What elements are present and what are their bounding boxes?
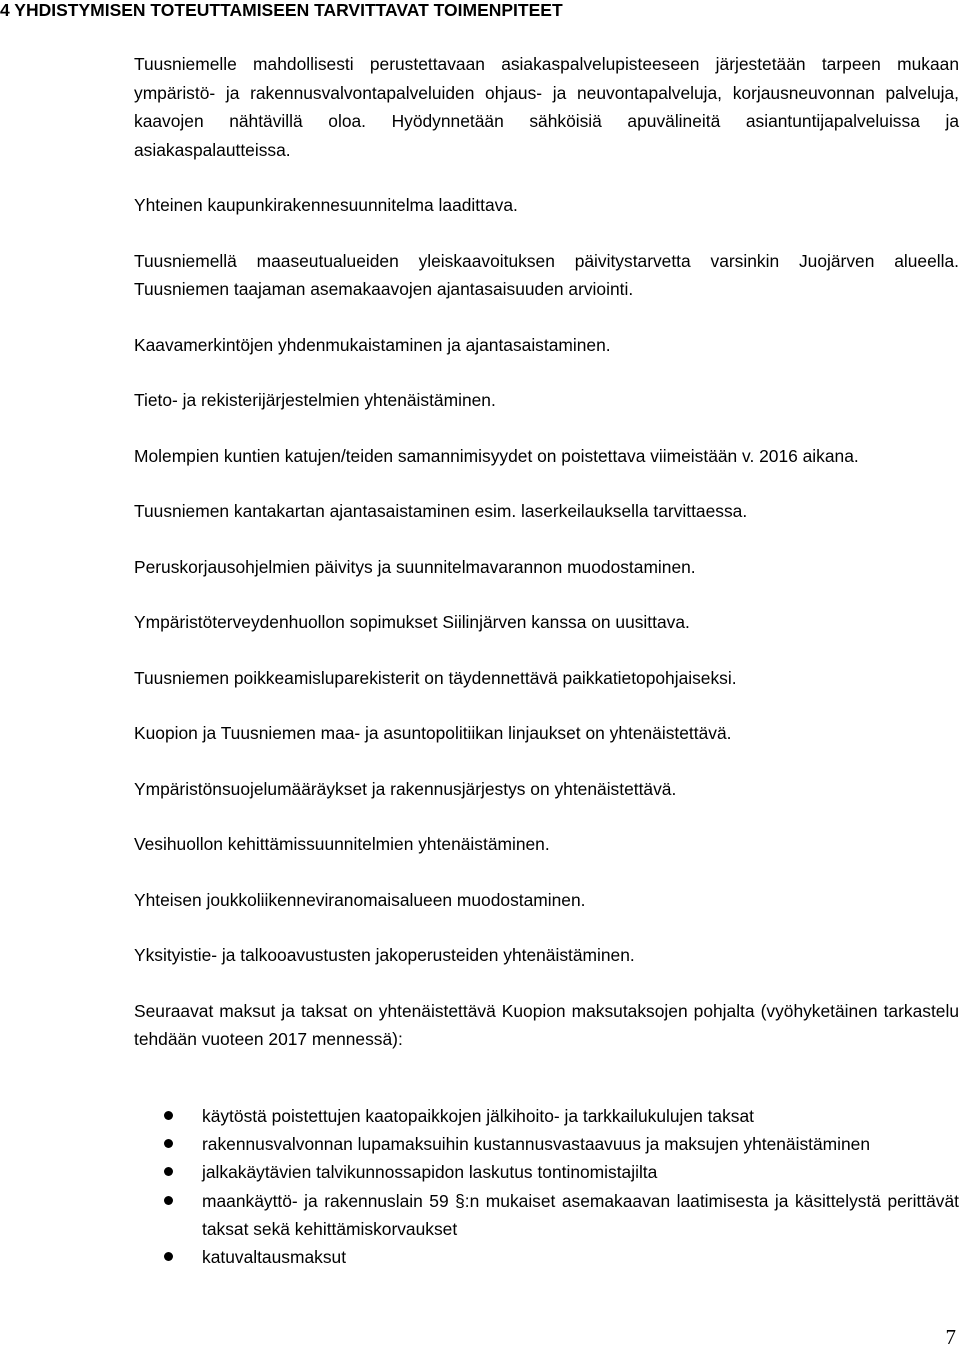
bullet-text: maankäyttö- ja rakennuslain 59 §:n mukaiset asemakaavan laatimisesta ja käsittelystä perittävät taksat sekä kehittämiskorvaukset: [202, 1190, 959, 1239]
paragraph: Tieto- ja rekisterijärjestelmien yhtenäistäminen.: [134, 390, 496, 410]
bullet-text: käytöstä poistettujen kaatopaikkojen jälkihoito- ja tarkkailukulujen taksat: [202, 1106, 754, 1126]
bullet-text: katuvaltausmaksut: [202, 1247, 347, 1268]
paragraph: Vesihuollon kehittämissuunnitelmien yhtenäistäminen.: [134, 834, 550, 854]
bullet-item: [134, 1130, 959, 1158]
bullet-dot-icon: [164, 1252, 173, 1261]
paragraph-intro-fees: Seuraavat maksut ja taksat on yhtenäistettävä Kuopion maksutaksojen pohjalta (vyöhyketäinen tarkastelu tehdään vuoteen 2017 mennessä):: [134, 1000, 959, 1049]
bullet-text: rakennusvalvonnan lupamaksuihin kustannusvastaavuus ja maksujen yhtenäistäminen: [202, 1134, 871, 1155]
bullet-item: [134, 1102, 959, 1130]
paragraph: Peruskorjausohjelmien päivitys ja suunnitelmavarannon muodostaminen.: [134, 556, 696, 577]
paragraph: Yhteisen joukkoliikenneviranomaisalueen muodostaminen.: [134, 889, 586, 910]
paragraph: Tuusniemelle mahdollisesti perustettavaan asiakaspalvelupisteeseen järjestetään tarpeen mukaan ympäristö- ja rakennusvalvontapalveluiden ohjaus- ja neuvontapalveluja, korjausneuvonnan palveluja, kaavojen nähtävillä oloa. Hyödynnetään sähköisiä apuvälineitä asiantuntijapalveluissa ja asiakaspalautteissa.: [134, 54, 959, 160]
paragraph: Ympäristöterveydenhuollon sopimukset Siilinjärven kanssa on uusittava.: [134, 612, 690, 632]
paragraph: Yhteinen kaupunkirakennesuunnitelma laadittava.: [134, 195, 518, 215]
bullet-dot-icon: [164, 1167, 173, 1176]
paragraph: Kaavamerkintöjen yhdenmukaistaminen ja ajantasaistaminen.: [134, 334, 611, 355]
paragraph: Ympäristönsuojelumääräykset ja rakennusjärjestys on yhtenäistettävä.: [134, 778, 677, 799]
document-body: [134, 50, 959, 1081]
paragraph: Kuopion ja Tuusniemen maa- ja asuntopolitiikan linjaukset on yhtenäistettävä.: [134, 723, 732, 743]
section-heading: 4 YHDISTYMISEN TOTEUTTAMISEEN TARVITTAVAT TOIMENPITEET: [0, 0, 563, 20]
bullet-dot-icon: [164, 1196, 173, 1205]
bullet-dot-icon: [164, 1139, 173, 1148]
bullet-dot-icon: [164, 1111, 173, 1120]
paragraph: Tuusniemen poikkeamisluparekisterit on täydennettävä paikkatietopohjaiseksi.: [134, 667, 737, 688]
paragraph: Tuusniemellä maaseutualueiden yleiskaavoituksen päivitystarvetta varsinkin Juojärven alueella. Tuusniemen taajaman asemakaavojen ajantasaisuuden arviointi.: [134, 250, 959, 299]
bullet-item: [134, 1158, 959, 1186]
paragraph: Yksityistie- ja talkooavustusten jakoperusteiden yhtenäistäminen.: [134, 945, 635, 965]
bullet-item: [134, 1187, 959, 1243]
bullet-item: [134, 1243, 959, 1271]
bullet-text: jalkakäytävien talvikunnossapidon laskutus tontinomistajilta: [202, 1162, 658, 1183]
fees-bullet-list: [134, 1102, 959, 1271]
paragraph: Molempien kuntien katujen/teiden samannimisyydet on poistettava viimeistään v. 2016 aikana.: [134, 445, 859, 466]
paragraph: Tuusniemen kantakartan ajantasaistaminen esim. laserkeilauksella tarvittaessa.: [134, 501, 748, 521]
page-number: 7: [945, 1325, 956, 1349]
